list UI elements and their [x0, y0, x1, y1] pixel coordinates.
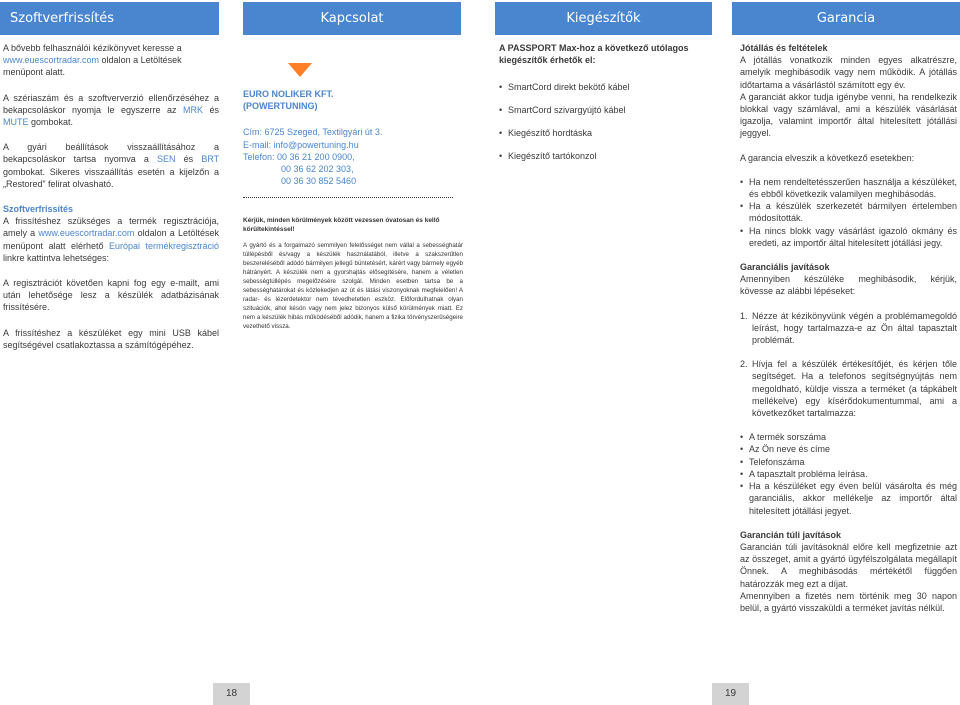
subheading-szoftverfrissites: Szoftverfrissítés	[3, 204, 74, 215]
column-kiegeszitok	[499, 42, 711, 163]
text: és	[203, 104, 219, 115]
step-text: Nézze át kézikönyvünk végén a problémamegoldó leírást, hogy tartalmazza-e az Ön által tapasztalt problémát.	[752, 310, 957, 346]
address	[243, 126, 463, 138]
paragraph-jotallas: A jótállás vonatkozik minden egyes alkatrészre, amelyik meghibásodik vagy nem működik. A jótállás időtartama a vásárlástól számított egy év.	[740, 55, 957, 90]
list-garancia-elveszik	[740, 176, 957, 249]
paragraph-serial	[3, 92, 219, 129]
list-item: • Ha nincs blokk vagy vásárlást igazoló okmány és eredeti, az importőr által hitelesített jótállási jegy.	[740, 225, 957, 249]
step-number: 2.	[740, 359, 748, 370]
list-item: • Ha a készüléket egy éven belül vásárolta és még garanciális, akkor mellékelje az importőr által hitelesített jótállási jegyet.	[740, 480, 957, 517]
email[interactable]: E-mail: info@powertuning.hu	[243, 139, 359, 150]
text: linkre kattintva lehetséges:	[3, 252, 110, 263]
list-item: • Kiegészítő tartókonzol	[499, 150, 711, 162]
key-mute: MUTE	[3, 117, 29, 128]
phone-3: 00 36 30 852 5460	[281, 176, 357, 187]
warning-title: Kérjük, minden körülmények között vezessen óvatosan és kellő körültekintéssel!	[243, 217, 440, 234]
key-sen: SEN	[157, 154, 176, 165]
company-name: EURO NOLIKER KFT.	[243, 89, 334, 99]
link-euescortradar[interactable]: www.euescortradar.com	[3, 55, 100, 66]
company-name-alt: (POWERTUNING)	[243, 101, 318, 112]
paragraph-fizetes: Amennyiben a fizetés nem történik meg 30 napon belül, a gyártó visszaküldi a terméket javítás nélkül.	[740, 590, 957, 613]
list-item: • Az Ön neve és címe	[740, 443, 957, 455]
list-item: • Telefonszáma	[740, 456, 957, 468]
list-item: • A termék sorszáma	[740, 431, 957, 443]
phone-2: 00 36 62 202 303,	[281, 164, 354, 175]
heading-garancian-tuli: Garancián túli javítások	[740, 529, 842, 540]
page-number-right: 19	[712, 683, 749, 705]
text: és	[175, 154, 202, 165]
list-item: • Ha nem rendeltetésszerűen használja a készüléket, és ebből következik valamilyen meghibásodás.	[740, 176, 957, 200]
text: gombokat. Sikeres visszaállítás esetén a kijelzőn a „Restored” felirat olvasható.	[3, 166, 219, 189]
paragraph-garancia-feltetel: A garanciát akkor tudja igénybe venni, ha rendelkezik blokkal vagy számlával, ami a készülék vásárlását igazolja, valamint importőr által hitelesített jótállási jeggyel.	[740, 91, 957, 139]
text: Cím: 6725 Szeged, Textilgyári út 3.	[243, 127, 383, 138]
key-brt: BRT	[201, 154, 219, 165]
list-item: • SmartCord direkt bekötő kábel	[499, 81, 711, 93]
page-number-left: 18	[213, 683, 250, 705]
paragraph-after-registration: A regisztrációt követően kapni fog egy e-mailt, ami után lehetősége lesz a készülék adatbázisának frissítésére.	[3, 278, 219, 313]
header-kiegeszitok	[495, 2, 712, 35]
text: oldalon a Letöltések menüpont alatt.	[3, 55, 182, 78]
key-mrk: MRK	[183, 104, 203, 115]
header-title: Szoftverfrissítés	[10, 11, 115, 26]
header-title: Kiegészítők	[566, 11, 641, 26]
text: A szériaszám és a szoftververzió ellenőrzéséhez a bekapcsoláskor nyomja le egyszerre az	[3, 92, 219, 115]
list-kiserodokumentum	[740, 431, 957, 516]
step-item	[740, 358, 957, 419]
phone: Telefon: 00 36 21 200 0900,	[243, 151, 355, 162]
paragraph-registration	[3, 215, 219, 264]
list-item: • A tapasztalt probléma leírása.	[740, 468, 957, 480]
paragraph-garancian-tuli: Garancián túli javításoknál előre kell megfizetnie azt az összeget, amit a gyártó ügyfélszolgálata megállapít Önnek. A meghibásodás mértékétől függően határozzák meg ezt a díjat.	[740, 541, 957, 589]
link-european-registration[interactable]: Európai termékregisztráció	[108, 240, 219, 251]
paragraph-usb: A frissítéshez a készüléket egy mini USB kábel segítségével csatlakoztassa a számítógépéhez.	[3, 327, 219, 350]
link-euescortradar[interactable]: www.euescortradar.com	[38, 228, 135, 239]
header-szoftverfrissites	[0, 2, 219, 35]
heading-garancialis: Garanciális javítások	[740, 262, 830, 273]
text: oldalon a Letöltések menüpont alatt elérhető	[3, 228, 220, 251]
step-number: 1.	[740, 310, 748, 321]
warning-text: A gyártó és a forgalmazó semmilyen felelősséget nem vállal a sebességhatár túllépésből és/vagy a készülék használatából, illetve a szakszerűtlen beszereléséből adódó bármilyen jellegű büntetésért, kárért vagy bármely egyéb hátrányért. A készülék nem a gyorshajtás elősegítésére, hanem a véletlen sebességtúllépés megelőzésére szolgál. Minden esetben tartsa be a sebességhatárokat és közlekedjen az út és látási viszonyoknak megfelelően! A radar- és lézerdetektor nem tévedhetetlen eszköz. Előfordulhatnak olyan szituációk, ahol késön vagy nem jelez bizonyos külső körülmények miatt. Ez nem a készülék hibás működéséből adódik, hanem a fizika törvényszerűségeire vezethető vissza.	[243, 242, 463, 330]
column-garancia	[740, 42, 957, 614]
dotted-divider	[243, 197, 453, 198]
header-kapcsolat	[243, 2, 461, 35]
text: gombokat.	[28, 117, 74, 128]
header-title: Garancia	[816, 11, 876, 26]
text: A frissítéshez szükséges a termék regisztrációja, amely a	[3, 216, 219, 239]
paragraph-garancia-elveszik: A garancia elveszik a következő esetekben:	[740, 152, 915, 163]
header-title: Kapcsolat	[320, 11, 384, 26]
column-szoftverfrissites	[3, 42, 219, 351]
text: A bővebb felhasználói kézikönyvet keresse a	[3, 43, 182, 53]
paragraph-garancialis: Amennyiben készüléke meghibásodik, kérjük, kövesse az alábbi lépéseket:	[740, 274, 957, 297]
heading-jotallas: Jótállás és feltételek	[740, 43, 828, 53]
list-item: • Kiegészítő hordtáska	[499, 127, 711, 139]
down-arrow-icon	[288, 63, 312, 77]
step-text: Hívja fel a készülék értékesítőjét, és kérjen tőle segítséget. Ha a telefonos segítségnyújtás nem megoldható, küldje vissza a terméket (a tápkábelt mellékelve) egy kísérődokumentummal, ami a következőket tartalmazza:	[752, 359, 957, 419]
step-item	[740, 310, 957, 347]
list-item: • Ha a készülék szerkezetét bármilyen értelemben módosították.	[740, 200, 957, 224]
list-item: • SmartCord szivargyújtó kábel	[499, 104, 711, 116]
accessories-title: A PASSPORT Max-hoz a következő utólagos kiegészítők érhetők el:	[499, 43, 689, 66]
text: A gyári beállítások visszaállításához a bekapcsoláskor tartsa nyomva a	[3, 142, 219, 165]
accessories-list	[499, 81, 711, 162]
column-kapcsolat	[243, 88, 463, 331]
paragraph-manual	[3, 42, 219, 79]
paragraph-factory-reset	[3, 141, 219, 190]
header-garancia	[732, 2, 960, 35]
steps-list	[740, 310, 957, 420]
